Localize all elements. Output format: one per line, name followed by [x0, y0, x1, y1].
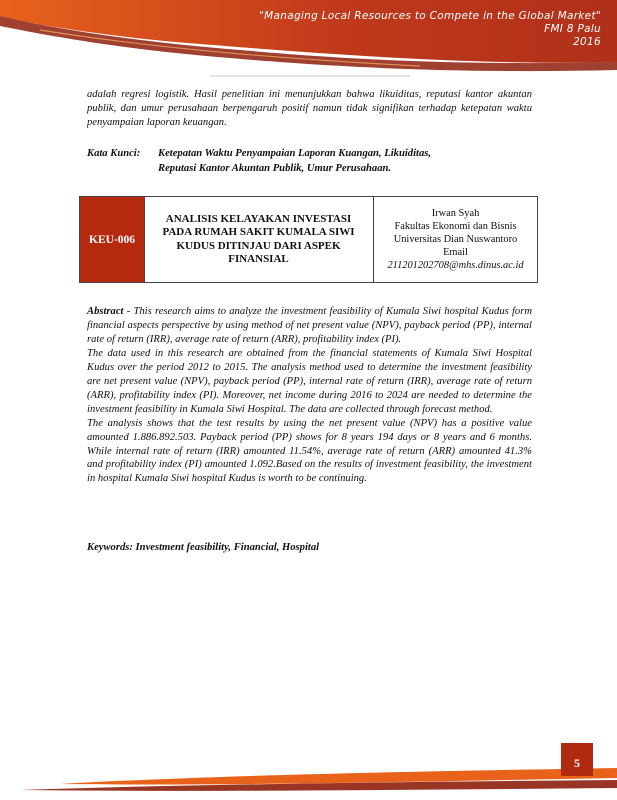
- abstract-paragraph-2: The data used in this research are obtained from the financial statements of Kumala Siwi Hospital Kudus over the period 2012 to 2015. The analysis method used to determine the investment feasibility are net present value (NPV), payback period (PP), internal rate of return (IRR), average rate of return (ARR), profitability index (PI). Moreover, net income during 2016 to 2024 are needed to determine the investment feasibility in Kumala Siwi Hospital. The data are collected through forecast method.: [87, 347, 532, 415]
- conference-year: 2016: [573, 36, 601, 48]
- abstract-label: Abstract: [87, 306, 124, 317]
- kata-kunci: [87, 146, 532, 176]
- conference-name: FMI 8 Palu: [544, 23, 601, 35]
- abstract-paragraph-3: The analysis shows that the test results by using the net present value (NPV) has a positive value amounted 1.886.892.503. Payback period (PP) shows for 8 years 194 days or 8 years and 6 months. While internal rate of return (IRR) amounted 11.54%, average rate of return (ARR) amounted 41.3% and profitability index (PI) amounted 1.092.Based on the results of investment feasibility, the investment in hospital Kumala Siwi hospital Kudus is worth to be continuing.: [87, 417, 532, 485]
- kata-kunci-line-2: Reputasi Kantor Akuntan Publik, Umur Perusahaan.: [158, 163, 392, 174]
- paper-code: KEU-006: [80, 197, 145, 282]
- author-info: [374, 197, 537, 282]
- author-university: Universitas Dian Nuswantoro: [393, 234, 518, 245]
- previous-abstract-tail: adalah regresi logistik. Hasil penelitian ini menunjukkan bahwa likuiditas, reputasi kantor akuntan publik, dan umur perusahaan berpengaruh positif namun tidak signifikan terhadap ketepatan waktu penyampaian laporan keuangan.: [87, 89, 532, 129]
- author-faculty: Fakultas Ekonomi dan Bisnis: [394, 221, 517, 232]
- paper-title: ANALISIS KELAYAKAN INVESTASI PADA RUMAH SAKIT KUMALA SIWI KUDUS DITINJAU DARI ASPEK FINANSIAL: [144, 197, 374, 282]
- page-number: 5: [561, 743, 593, 776]
- keywords: Keywords: Investment feasibility, Financial, Hospital: [87, 542, 320, 553]
- abstract-paragraph-1: [87, 305, 532, 347]
- abstract: [87, 305, 532, 486]
- paper-header-table: [79, 196, 538, 283]
- kata-kunci-label: Kata Kunci:: [87, 148, 141, 159]
- author-name: Irwan Syah: [431, 208, 480, 219]
- conference-header: [259, 10, 601, 49]
- email-label: Email: [443, 247, 468, 258]
- conference-theme: "Managing Local Resources to Compete in the Global Market": [259, 10, 601, 22]
- author-email: 211201202708@mhs.dinus.ac.id: [387, 260, 524, 271]
- footer-swoosh: [0, 738, 617, 800]
- abstract-text-1: - This research aims to analyze the investment feasibility of Kumala Siwi hospital Kudus form financial aspects perspective by using method of net present value (NPV), payback period (PP), internal rate of return (IRR), average rate of return (ARR), profitability index (PI).: [87, 306, 532, 345]
- kata-kunci-line-1: Ketepatan Waktu Penyampaian Laporan Kuangan, Likuiditas,: [158, 148, 432, 159]
